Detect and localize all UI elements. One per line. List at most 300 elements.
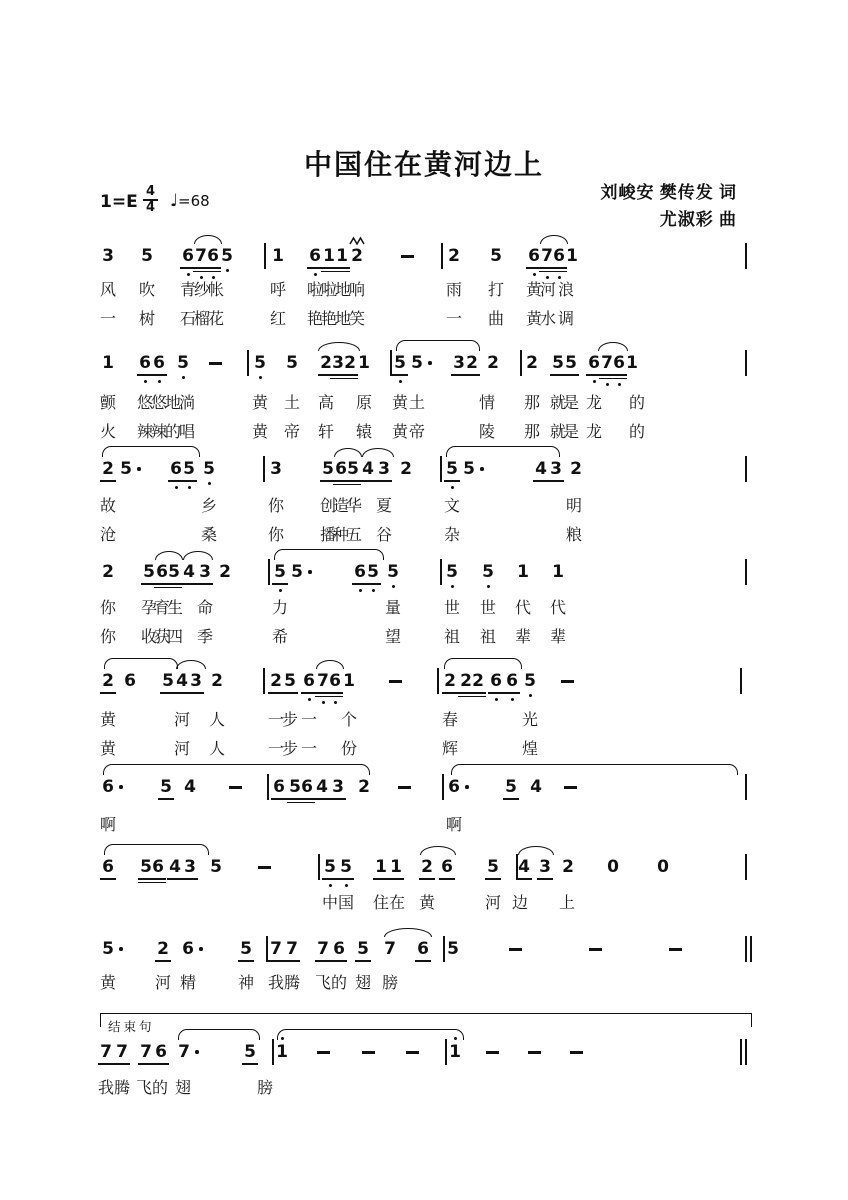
- barline: [440, 559, 442, 585]
- note: 5: [479, 563, 497, 581]
- note: 7: [314, 672, 332, 690]
- octave-dot-low: [208, 482, 211, 485]
- note: 5: [141, 246, 153, 266]
- octave-dot-low: [451, 585, 454, 588]
- note: 6: [99, 778, 117, 796]
- lyric-syllable: 育: [153, 600, 171, 617]
- note: 5: [549, 354, 567, 372]
- lyric-syllable: 你: [99, 629, 117, 646]
- lyric-syllable: 黄: [525, 282, 543, 299]
- beam-underline: [197, 583, 213, 585]
- note: 1: [272, 246, 284, 266]
- note: 6: [149, 858, 167, 876]
- beam-underline: [444, 480, 460, 482]
- note: 4: [184, 777, 196, 797]
- note: 6: [332, 460, 350, 478]
- note: 6: [153, 563, 171, 581]
- lyric-syllable: 黄: [99, 741, 117, 758]
- lyric-syllable: 希: [271, 629, 289, 646]
- note: 6: [438, 858, 456, 876]
- lyric-syllable: 望: [384, 629, 402, 646]
- note: 6: [179, 247, 197, 265]
- octave-dot-low: [487, 585, 490, 588]
- lyric-syllable: 一: [267, 741, 285, 758]
- lyric-syllable: 红: [269, 311, 287, 328]
- note: 1: [626, 353, 638, 373]
- lyric-syllable: 中: [321, 895, 339, 912]
- note: 5: [271, 563, 289, 581]
- lyric-syllable: 步: [281, 741, 299, 758]
- beam-underline: [299, 798, 315, 800]
- lyric-syllable: 啊: [99, 817, 117, 834]
- time-signature-numerator: 4: [145, 184, 156, 199]
- note: 2: [487, 353, 499, 373]
- duration-dash: [528, 1051, 541, 1054]
- lyric-syllable: 腾: [283, 975, 301, 992]
- note: 2: [341, 354, 359, 372]
- note: 6: [330, 940, 348, 958]
- note: 3: [536, 858, 554, 876]
- lyric-syllable: 造: [332, 498, 350, 515]
- note: 6: [270, 778, 288, 796]
- note: 6: [204, 247, 222, 265]
- lyric-syllable: 辣: [136, 424, 154, 441]
- barline: [263, 668, 265, 694]
- composer-credit: 尤淑彩 曲: [659, 210, 737, 229]
- note: 2: [463, 354, 481, 372]
- barline: [745, 774, 747, 800]
- barline: [440, 456, 442, 482]
- phrase-slur-arc: [277, 1029, 464, 1040]
- note: 5: [364, 563, 382, 581]
- slur-arc: [334, 448, 362, 457]
- barline: [390, 350, 392, 376]
- lyric-syllable: 代: [549, 600, 567, 617]
- octave-dot-low: [618, 383, 621, 386]
- note: 5: [490, 246, 502, 266]
- phrase-slur-arc: [178, 1029, 260, 1040]
- lyric-syllable: 陵: [478, 424, 496, 441]
- phrase-slur-arc: [396, 340, 480, 351]
- ending-section-label: 结束句: [108, 1020, 155, 1034]
- duration-dash: [486, 1051, 499, 1054]
- beam-underline: [238, 960, 254, 962]
- note: 2: [351, 246, 363, 266]
- duration-dash: [589, 948, 602, 951]
- note: 1: [566, 246, 578, 266]
- octave-dot-low: [187, 273, 190, 276]
- lyric-syllable: 原: [355, 395, 373, 412]
- beam-underline: [158, 798, 174, 800]
- phrase-slur-arc: [274, 549, 384, 560]
- lyric-syllable: 风: [99, 282, 117, 299]
- lyric-syllable: 吹: [138, 282, 156, 299]
- lyric-syllable: 调: [557, 311, 575, 328]
- lyric-syllable: 辈: [514, 629, 532, 646]
- note: 6: [550, 247, 568, 265]
- lyric-syllable: 河: [539, 282, 557, 299]
- beam-underline: [442, 692, 458, 694]
- phrase-slur-arc: [444, 658, 522, 669]
- final-barline-thick: [745, 1039, 748, 1065]
- duration-dash: [209, 362, 222, 365]
- lyric-syllable: 膀: [256, 1080, 274, 1097]
- note: 6: [306, 247, 324, 265]
- note: 5: [408, 354, 426, 372]
- lyric-syllable: 黄: [99, 712, 117, 729]
- lyric-syllable: 悠: [150, 395, 168, 412]
- duration-dash: [509, 948, 522, 951]
- note: 7: [538, 247, 556, 265]
- lyric-syllable: 谷: [375, 527, 393, 544]
- lyric-syllable: 地: [334, 311, 352, 328]
- barline: [745, 243, 747, 269]
- augmentation-dot: [480, 467, 484, 471]
- note: 5: [288, 563, 306, 581]
- lyric-syllable: 力: [271, 600, 289, 617]
- note: 6: [298, 778, 316, 796]
- beam-underline: [100, 692, 116, 694]
- barline: [443, 936, 445, 962]
- beam-underline: [388, 878, 404, 880]
- note: 5: [117, 460, 135, 478]
- lyric-syllable: 龙: [585, 424, 603, 441]
- beam-underline: [166, 583, 182, 585]
- octave-dot-low: [329, 884, 332, 887]
- beam-underline: [182, 878, 198, 880]
- note: 7: [137, 1043, 155, 1061]
- lyric-syllable: 我: [267, 975, 285, 992]
- slur-arc: [384, 928, 432, 937]
- lyric-syllable: 故: [99, 498, 117, 515]
- barline: [272, 1039, 274, 1065]
- barline: [264, 243, 266, 269]
- lyric-syllable: 河: [484, 895, 502, 912]
- augmentation-dot: [119, 947, 123, 951]
- lyric-syllable: 是: [562, 395, 580, 412]
- phrase-slur-arc: [104, 658, 178, 669]
- lyric-syllable: 煌: [521, 741, 539, 758]
- duration-dash: [406, 1051, 419, 1054]
- beam-underline: [345, 480, 361, 482]
- octave-dot-low: [175, 486, 178, 489]
- lyric-syllable: 黄: [418, 895, 436, 912]
- beam-underline: [322, 878, 338, 880]
- note: 4: [180, 563, 198, 581]
- lyric-syllable: 黄: [391, 424, 409, 441]
- lyric-syllable: 的: [151, 1080, 169, 1097]
- octave-dot-low: [451, 486, 454, 489]
- song-title: 中国住在黄河边上: [303, 150, 544, 181]
- beam-underline: [355, 960, 371, 962]
- note: 6: [525, 247, 543, 265]
- octave-dot-low: [392, 585, 395, 588]
- beam-underline: [485, 878, 501, 880]
- time-signature: [142, 185, 159, 215]
- note: 5: [484, 858, 502, 876]
- note: 4: [173, 672, 191, 690]
- beam-underline: [327, 692, 343, 694]
- note: 5: [157, 778, 175, 796]
- lyric-syllable: 翅: [174, 1080, 192, 1097]
- lyric-syllable: 纱: [193, 282, 211, 299]
- note: 1: [552, 562, 564, 582]
- lyric-syllable: 粮: [565, 527, 583, 544]
- note: 6: [326, 672, 344, 690]
- lyric-syllable: 土: [408, 395, 426, 412]
- octave-dot-low: [593, 380, 596, 383]
- lyric-syllable: 孕: [140, 600, 158, 617]
- beam-underline: [470, 696, 486, 698]
- lyric-syllable: 黄: [251, 395, 269, 412]
- octave-dot-low: [182, 376, 185, 379]
- time-signature-denominator: 4: [145, 200, 156, 215]
- lyric-syllable: 帝: [408, 424, 426, 441]
- lyric-syllable: 世: [479, 600, 497, 617]
- lyric-syllable: 的: [628, 424, 646, 441]
- lyric-syllable: 创: [319, 498, 337, 515]
- note: 1: [333, 247, 351, 265]
- note: 6: [414, 940, 432, 958]
- note: 6: [167, 460, 185, 478]
- beam-underline: [611, 374, 627, 376]
- note: 4: [515, 858, 533, 876]
- beam-underline: [334, 271, 350, 273]
- note: 1: [320, 247, 338, 265]
- beam-underline: [242, 1063, 258, 1065]
- augmentation-dot: [137, 467, 141, 471]
- note: 5: [502, 778, 520, 796]
- lyric-syllable: 祖: [479, 629, 497, 646]
- lyric-syllable: 桑: [200, 527, 218, 544]
- octave-dot-low: [308, 698, 311, 701]
- barline: [441, 243, 443, 269]
- lyric-syllable: 颤: [99, 395, 117, 412]
- note: 5: [159, 672, 177, 690]
- quarter-note-icon: ♩: [170, 191, 179, 211]
- octave-dot-low: [226, 269, 229, 272]
- note: 5: [99, 940, 117, 958]
- mordent-ornament: [349, 232, 365, 241]
- barline: [745, 350, 747, 376]
- note: 4: [532, 460, 550, 478]
- octave-dot-low: [511, 698, 514, 701]
- beam-underline: [150, 878, 166, 880]
- note: 7: [384, 939, 396, 959]
- note: 5: [210, 857, 222, 877]
- note: 6: [99, 858, 117, 876]
- beam-underline: [419, 878, 435, 880]
- duration-dash: [362, 1051, 375, 1054]
- beam-underline: [365, 583, 381, 585]
- beam-underline: [98, 1063, 114, 1065]
- note: 2: [219, 562, 231, 582]
- lyricist-credit: 刘峻安 樊传发 词: [600, 183, 737, 202]
- lyric-syllable: 就: [549, 424, 567, 441]
- beam-underline: [327, 696, 343, 698]
- barline: [263, 456, 265, 482]
- note: 6: [152, 1043, 170, 1061]
- lyric-syllable: 你: [267, 527, 285, 544]
- beam-underline: [100, 480, 116, 482]
- octave-dot-low: [314, 273, 317, 276]
- phrase-slur-arc: [104, 844, 209, 855]
- note: 5: [251, 354, 269, 372]
- lyric-syllable: 份: [340, 741, 358, 758]
- note: 5: [319, 460, 337, 478]
- octave-dot-low: [334, 701, 337, 704]
- beam-underline: [181, 583, 197, 585]
- lyric-syllable: 的: [330, 975, 348, 992]
- note: 5: [237, 940, 255, 958]
- beam-underline: [114, 1063, 130, 1065]
- beam-underline: [330, 798, 346, 800]
- lyric-syllable: 膀: [381, 975, 399, 992]
- beam-underline: [205, 271, 221, 273]
- lyric-syllable: 飞: [135, 1080, 153, 1097]
- barline: [437, 668, 439, 694]
- note: 2: [562, 857, 574, 877]
- beam-underline: [392, 374, 408, 376]
- beam-underline: [166, 587, 182, 589]
- slur-arc: [540, 235, 568, 244]
- note: 4: [359, 460, 377, 478]
- augmentation-dot: [308, 570, 312, 574]
- lyric-syllable: 一: [445, 311, 463, 328]
- lyric-syllable: 杂: [443, 527, 461, 544]
- beam-underline: [611, 378, 627, 380]
- final-barline: [745, 936, 747, 962]
- note: 2: [570, 459, 582, 479]
- lyric-syllable: 青: [179, 282, 197, 299]
- note: 4: [166, 858, 184, 876]
- lyric-syllable: 曲: [487, 311, 505, 328]
- note: 5: [354, 940, 372, 958]
- lyric-syllable: 花: [207, 311, 225, 328]
- beam-underline: [373, 878, 389, 880]
- note: 6: [487, 672, 505, 690]
- rest-note: 0: [607, 857, 619, 877]
- note: 3: [181, 858, 199, 876]
- barline: [318, 854, 320, 880]
- note: 2: [526, 353, 538, 373]
- barline: [267, 774, 269, 800]
- note: 6: [351, 563, 369, 581]
- lyric-syllable: 世: [443, 600, 461, 617]
- note: 6: [610, 354, 628, 372]
- lyric-syllable: 悠: [136, 395, 154, 412]
- beam-underline: [138, 1063, 154, 1065]
- note: 6: [503, 672, 521, 690]
- lyric-syllable: 代: [514, 600, 532, 617]
- lyric-syllable: 黄: [525, 311, 543, 328]
- lyric-syllable: 一: [267, 712, 285, 729]
- note: 1: [517, 562, 529, 582]
- octave-dot-low: [372, 589, 375, 592]
- note: 5: [460, 460, 478, 478]
- note: 6: [300, 672, 318, 690]
- note: 3: [450, 354, 468, 372]
- barline: [745, 456, 747, 482]
- lyric-syllable: 雨: [445, 282, 463, 299]
- note: 5: [391, 354, 409, 372]
- lyric-syllable: 人: [208, 741, 226, 758]
- beam-underline: [155, 960, 171, 962]
- duration-dash: [669, 948, 682, 951]
- octave-dot-low: [529, 694, 532, 697]
- beam-underline: [533, 480, 549, 482]
- lyric-syllable: 祖: [443, 629, 461, 646]
- lyric-syllable: 在: [388, 895, 406, 912]
- beam-underline: [503, 798, 519, 800]
- octave-dot-low: [144, 380, 147, 383]
- beam-underline: [563, 374, 579, 376]
- lyric-syllable: 就: [549, 395, 567, 412]
- lyric-syllable: 沧: [99, 527, 117, 544]
- note: 4: [313, 778, 331, 796]
- lyric-syllable: 春: [441, 712, 459, 729]
- lyric-syllable: 艳: [306, 311, 324, 328]
- beam-underline: [272, 583, 288, 585]
- note: 3: [329, 354, 347, 372]
- note: 5: [281, 672, 299, 690]
- lyric-syllable: 辣: [150, 424, 168, 441]
- note: 3: [375, 460, 393, 478]
- note: 2: [469, 672, 487, 690]
- lyric-syllable: 我: [97, 1080, 115, 1097]
- beam-underline: [314, 798, 330, 800]
- lyric-syllable: 啦: [320, 282, 338, 299]
- beam-underline: [548, 480, 564, 482]
- note: 5: [384, 563, 402, 581]
- duration-dash: [317, 1051, 330, 1054]
- note: 5: [200, 460, 218, 478]
- slur-arc: [316, 660, 344, 669]
- lyric-syllable: 河: [173, 712, 191, 729]
- slur-arc: [362, 448, 394, 457]
- note: 5: [562, 354, 580, 372]
- lyric-syllable: 笑: [348, 311, 366, 328]
- beam-underline: [151, 374, 167, 376]
- note: 7: [598, 354, 616, 372]
- beam-underline: [464, 374, 480, 376]
- note: 3: [270, 459, 282, 479]
- duration-dash: [561, 680, 574, 683]
- lyric-syllable: 乡: [200, 498, 218, 515]
- duration-dash: [389, 680, 402, 683]
- beam-underline: [415, 960, 431, 962]
- note: 7: [283, 940, 301, 958]
- lyric-syllable: 黄: [251, 424, 269, 441]
- credits: [601, 179, 738, 233]
- note: 7: [113, 1043, 131, 1061]
- note: 2: [457, 672, 475, 690]
- lyric-syllable: 人: [208, 712, 226, 729]
- lyric-syllable: 明: [565, 498, 583, 515]
- duration-dash: [564, 786, 577, 789]
- duration-dash: [229, 786, 242, 789]
- phrase-slur-arc: [451, 764, 738, 775]
- note: 6: [150, 354, 168, 372]
- octave-dot-low: [345, 884, 348, 887]
- lyric-syllable: 精: [179, 975, 197, 992]
- beam-underline: [271, 798, 287, 800]
- octave-dot-low: [399, 380, 402, 383]
- lyric-syllable: 帐: [207, 282, 225, 299]
- note: 3: [196, 563, 214, 581]
- note: 5: [337, 858, 355, 876]
- octave-dot-low: [188, 486, 191, 489]
